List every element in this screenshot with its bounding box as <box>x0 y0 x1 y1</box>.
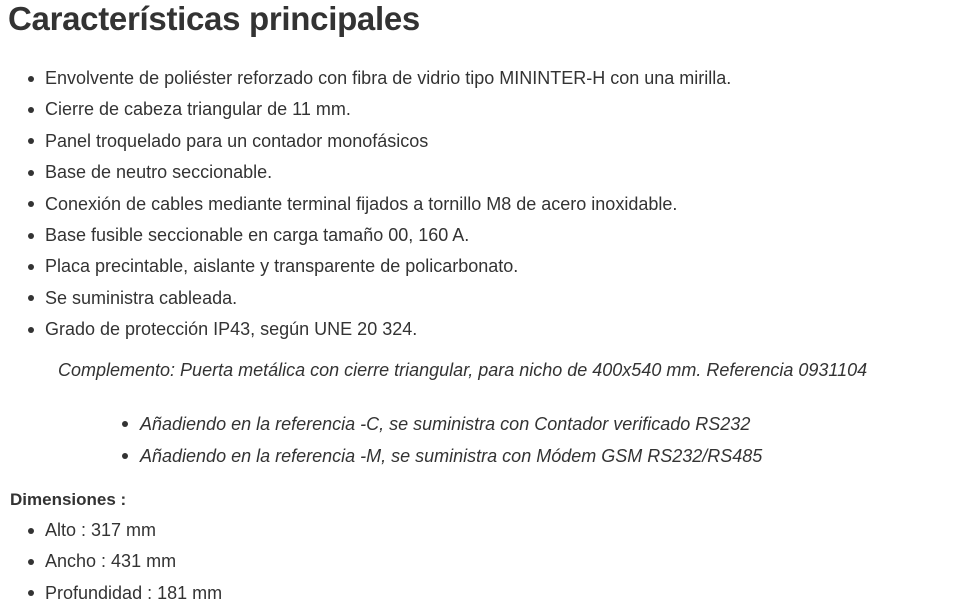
list-item: Base de neutro seccionable. <box>24 157 944 188</box>
list-item: Alto : 317 mm <box>24 515 222 546</box>
list-item: Envolvente de poliéster reforzado con fibra de vidrio tipo MININTER-H con una mirilla. <box>24 63 944 94</box>
list-item: Placa precintable, aislante y transparente de policarbonato. <box>24 251 944 282</box>
dimensions-list <box>24 515 222 609</box>
list-item: Grado de protección IP43, según UNE 20 324. <box>24 314 944 345</box>
list-item: Se suministra cableada. <box>24 283 944 314</box>
list-item: Añadiendo en la referencia -C, se suministra con Contador verificado RS232 <box>118 408 762 440</box>
features-list <box>24 63 944 346</box>
list-item: Ancho : 431 mm <box>24 546 222 577</box>
complement-note: Complemento: Puerta metálica con cierre triangular, para nicho de 400x540 mm. Referencia 0931104 <box>58 360 868 380</box>
page-title: Características principales <box>8 0 420 37</box>
list-item: Cierre de cabeza triangular de 11 mm. <box>24 94 944 125</box>
list-item: Panel troquelado para un contador monofásicos <box>24 126 944 157</box>
extras-list <box>118 408 762 472</box>
list-item: Añadiendo en la referencia -M, se suministra con Módem GSM RS232/RS485 <box>118 440 762 472</box>
list-item: Conexión de cables mediante terminal fijados a tornillo M8 de acero inoxidable. <box>24 189 944 220</box>
dimensions-heading: Dimensiones : <box>10 490 127 509</box>
list-item: Profundidad : 181 mm <box>24 578 222 609</box>
list-item: Base fusible seccionable en carga tamaño 00, 160 A. <box>24 220 944 251</box>
